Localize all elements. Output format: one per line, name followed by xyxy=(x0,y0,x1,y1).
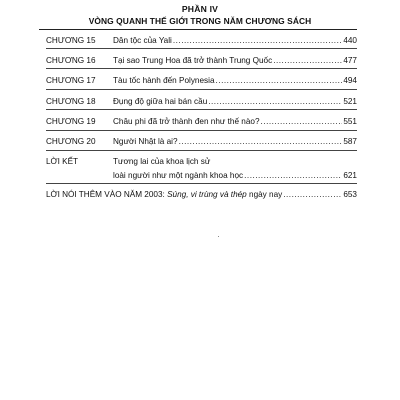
leader-dots xyxy=(261,117,343,127)
chapter-label: CHƯƠNG 20 xyxy=(46,137,96,146)
row-divider xyxy=(46,68,357,69)
page-number: 440 xyxy=(343,36,357,45)
chapter-entry xyxy=(113,137,357,147)
epilogue-label: LỜI KẾT xyxy=(46,157,79,166)
part-subtitle: VÒNG QUANH THẾ GIỚI TRONG NĂM CHƯƠNG SÁCH xyxy=(88,16,312,26)
leader-dots xyxy=(173,36,342,46)
page-number: 551 xyxy=(343,117,357,126)
row-divider xyxy=(46,48,357,49)
afterword-suffix: ngày nay xyxy=(246,190,283,199)
leader-dots xyxy=(179,137,343,147)
chapter-entry xyxy=(113,56,357,66)
chapter-title: Tại sao Trung Hoa đã trở thành Trung Quốc xyxy=(113,56,273,65)
page-number: 653 xyxy=(343,190,357,199)
leader-dots xyxy=(216,76,343,86)
afterword-entry xyxy=(46,190,357,200)
chapter-entry xyxy=(113,76,357,86)
page-number: 587 xyxy=(343,137,357,146)
epilogue-title-line-1: Tương lai của khoa lịch sử xyxy=(113,157,211,166)
row-divider xyxy=(46,183,357,184)
chapter-label: CHƯƠNG 15 xyxy=(46,36,96,45)
page-number: 521 xyxy=(343,97,357,106)
chapter-label: CHƯƠNG 18 xyxy=(46,97,96,106)
row-divider xyxy=(46,150,357,151)
part-title: PHẦN IV xyxy=(181,4,219,14)
page-number: 621 xyxy=(343,171,357,180)
epilogue-title-line-2: loài người như một ngành khoa học ..... 621 xyxy=(113,171,357,181)
chapter-title: Dân tộc của Yali xyxy=(113,36,172,45)
scan-speck xyxy=(218,236,219,237)
chapter-title: Châu phi đã trở thành đen như thế nào? xyxy=(113,117,260,126)
row-divider xyxy=(46,130,357,131)
chapter-label: CHƯƠNG 17 xyxy=(46,76,96,85)
page-number: 477 xyxy=(343,56,357,65)
chapter-label: CHƯƠNG 19 xyxy=(46,117,96,126)
row-divider xyxy=(46,109,357,110)
chapter-title: Tàu tốc hành đến Polynesia xyxy=(113,76,215,85)
chapter-title: Đụng độ giữa hai bán cầu xyxy=(113,97,208,106)
chapter-title: Người Nhật là ai? xyxy=(113,137,178,146)
leader-dots xyxy=(208,97,342,107)
leader-dots xyxy=(283,190,342,200)
page-number: 494 xyxy=(343,76,357,85)
leader-dots xyxy=(244,171,342,181)
chapter-entry xyxy=(113,97,357,107)
chapter-entry xyxy=(113,36,357,46)
leader-dots xyxy=(273,56,342,66)
row-divider xyxy=(46,89,357,90)
chapter-label: CHƯƠNG 16 xyxy=(46,56,96,65)
top-rule xyxy=(39,29,357,30)
afterword-prefix: LỜI NÓI THÊM VÀO NĂM 2003: xyxy=(46,190,168,199)
afterword-book-title: Súng, vi trùng và thép xyxy=(167,190,247,199)
chapter-entry xyxy=(113,117,357,127)
